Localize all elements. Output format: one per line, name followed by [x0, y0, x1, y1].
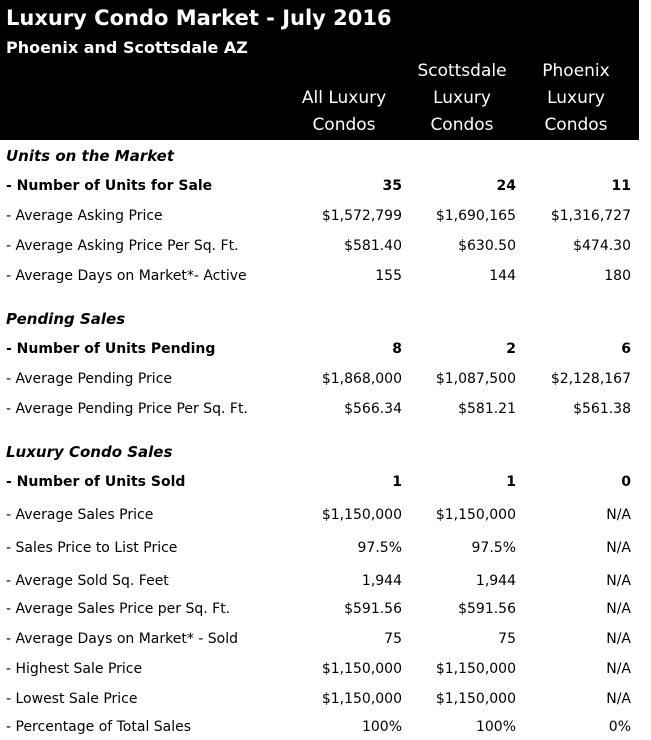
table-row	[0, 570, 640, 594]
row-label: - Average Days on Market*- Active	[6, 268, 247, 284]
scottsdale-value: 100%	[475, 719, 516, 735]
table-row	[0, 235, 640, 259]
scottsdale-value: $1,150,000	[435, 507, 516, 523]
table-row	[0, 368, 640, 392]
table-row	[0, 504, 640, 528]
phoenix-value: $474.30	[573, 238, 631, 254]
page-subtitle: Phoenix and Scottsdale AZ	[6, 38, 248, 57]
row-label: - Highest Sale Price	[6, 661, 143, 677]
scottsdale-value: 24	[496, 178, 516, 194]
table-row	[0, 716, 640, 740]
row-label: - Number of Units Sold	[6, 474, 186, 490]
section-title: Luxury Condo Sales	[6, 443, 173, 461]
phoenix-value: 0	[621, 474, 631, 490]
column-header-all-luxury: All Luxury Condos	[301, 88, 387, 135]
row-label: - Number of Units for Sale	[6, 178, 213, 194]
table-row	[0, 598, 640, 622]
column-header-phoenix: Phoenix Luxury Condos	[542, 61, 610, 135]
phoenix-value: N/A	[606, 601, 631, 617]
all-luxury-value: $1,150,000	[321, 691, 402, 707]
scottsdale-value: 97.5%	[471, 540, 516, 556]
phoenix-value: N/A	[606, 573, 631, 589]
all-luxury-value: $1,150,000	[321, 661, 402, 677]
scottsdale-value: 1	[506, 474, 516, 490]
table-row	[0, 205, 640, 229]
column-header-scottsdale: Scottsdale Luxury Condos	[417, 61, 507, 135]
phoenix-value: $2,128,167	[550, 371, 631, 387]
table-row	[0, 658, 640, 682]
all-luxury-value: 8	[392, 341, 402, 357]
report-header	[0, 0, 639, 140]
section-title: Units on the Market	[6, 147, 175, 165]
scottsdale-value: 1,944	[475, 573, 516, 589]
table-row	[0, 175, 640, 199]
phoenix-value: N/A	[606, 631, 631, 647]
phoenix-value: 0%	[608, 719, 631, 735]
phoenix-value: 11	[611, 178, 631, 194]
row-label: - Average Sales Price	[6, 507, 154, 523]
scottsdale-value: $630.50	[458, 238, 516, 254]
all-luxury-value: 75	[384, 631, 402, 647]
phoenix-value: N/A	[606, 540, 631, 556]
row-label: - Average Sold Sq. Feet	[6, 573, 169, 589]
phoenix-value: N/A	[606, 691, 631, 707]
row-label: - Average Days on Market* - Sold	[6, 631, 239, 647]
section-title: Pending Sales	[6, 310, 126, 328]
row-label: - Number of Units Pending	[6, 341, 216, 357]
table-row	[0, 688, 640, 712]
row-label: - Average Pending Price Per Sq. Ft.	[6, 401, 248, 417]
page-title: Luxury Condo Market - July 2016	[6, 6, 392, 30]
phoenix-value: 6	[621, 341, 631, 357]
row-label: - Percentage of Total Sales	[6, 719, 192, 735]
phoenix-value: 180	[604, 268, 631, 284]
table-row	[0, 537, 640, 561]
scottsdale-value: 2	[506, 341, 516, 357]
scottsdale-value: $1,690,165	[435, 208, 516, 224]
all-luxury-value: $1,150,000	[321, 507, 402, 523]
all-luxury-value: $581.40	[344, 238, 402, 254]
phoenix-value: N/A	[606, 661, 631, 677]
all-luxury-value: 155	[375, 268, 402, 284]
scottsdale-value: 144	[489, 268, 516, 284]
table-row	[0, 471, 640, 495]
scottsdale-value: $591.56	[458, 601, 516, 617]
scottsdale-value: $1,087,500	[435, 371, 516, 387]
phoenix-value: N/A	[606, 507, 631, 523]
all-luxury-value: 97.5%	[357, 540, 402, 556]
all-luxury-value: 35	[382, 178, 402, 194]
all-luxury-value: $1,868,000	[321, 371, 402, 387]
phoenix-value: $561.38	[573, 401, 631, 417]
table-row	[0, 398, 640, 422]
all-luxury-value: $566.34	[344, 401, 402, 417]
phoenix-value: $1,316,727	[550, 208, 631, 224]
table-row	[0, 628, 640, 652]
all-luxury-value: 100%	[361, 719, 402, 735]
table-row	[0, 265, 640, 289]
scottsdale-value: 75	[498, 631, 516, 647]
all-luxury-value: $1,572,799	[321, 208, 402, 224]
row-label: - Sales Price to List Price	[6, 540, 178, 556]
row-label: - Average Pending Price	[6, 371, 173, 387]
all-luxury-value: 1,944	[361, 573, 402, 589]
all-luxury-value: $591.56	[344, 601, 402, 617]
table-row	[0, 338, 640, 362]
row-label: - Average Sales Price per Sq. Ft.	[6, 601, 231, 617]
scottsdale-value: $1,150,000	[435, 661, 516, 677]
row-label: - Average Asking Price Per Sq. Ft.	[6, 238, 239, 254]
row-label: - Lowest Sale Price	[6, 691, 138, 707]
row-label: - Average Asking Price	[6, 208, 163, 224]
scottsdale-value: $1,150,000	[435, 691, 516, 707]
all-luxury-value: 1	[392, 474, 402, 490]
scottsdale-value: $581.21	[458, 401, 516, 417]
